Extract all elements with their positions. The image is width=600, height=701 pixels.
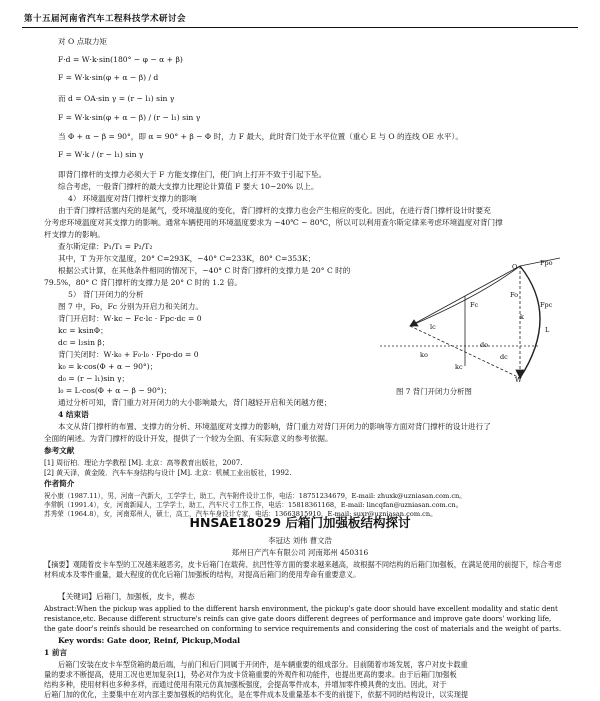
formula-line: kc = ksinΦ； [58,326,108,335]
text-line: 图 7 中，Fo，Fc 分别为开启力和关闭力。 [58,302,203,311]
figure-7-diagram [370,256,570,386]
keywords-cn: 【关键词】后箱门，加强板，皮卡，模态 [58,592,195,601]
formula-line: F·d = W·k·sin(180° − φ − α + β) [58,55,183,64]
author-info: 苏秀荣（1964.8），女，河南郑州人，硕士，高工，汽车车身设计专家，电话：13663815910，E-mail: suxr@uzniasan.com.cn。 [44,510,437,518]
text-line: 根据公式计算，在其他条件相同的情况下，−40° C 时背门撑杆的支撑力是 20° C 时的 [58,266,351,275]
formula-line: 背门开启时：W·kc − Fc·lc · Fpc·dc = 0 [58,314,202,323]
text-line: 杆支撑力的影响。 [44,230,105,239]
author-info-heading: 作者简介 [44,479,75,488]
reference-item: [2] 黄天泽，黄金陵．汽车车身结构与设计 [M]. 北京：机械工业出版社，1992. [44,469,292,477]
figure-label: k [520,313,524,321]
article-title: HNSAE18029 后箱门加强板结构探讨 [189,515,411,530]
keywords-en: Key words: Gate door, Reinf, Pickup,Modal [58,636,240,645]
formula-line: F = W·k / (r − l₁) sin γ [58,150,144,159]
body-line: 量的要求不断提高，使用工况也更加复杂[1]，势必对作为皮卡货箱重要的外观件和功能件，也提出更高的要求。由于后箱门加强板 [44,670,457,679]
header-rule [22,27,578,28]
article-authors: 李冠达 刘伟 曹文浩 [268,536,332,545]
figure-label: kc [455,363,463,371]
abstract-cn: 【摘要】观随着皮卡车型的工况越来越恶劣，皮卡后箱门在载荷、抗凹性等方面的要求越来越高，故根据不同结构的后箱门加强板，在满足使用的前提下，综合考虑材料成本及零件重量，最大程度的优化后箱门加强板的结构，对提高后箱门的使用寿命有重要意义。 [44,560,562,579]
figure-label: do [480,341,489,349]
subsection-heading: 4） 环境温度对背门撑杆支撑力的影响 [68,194,197,203]
figure-label: W [515,376,522,384]
figure-label: L [545,326,550,334]
formula-line: k₀ = k·cos(Φ + α − 90°)； [58,362,158,371]
text-line: 通过分析可知，背门重力对开闭力的大小影响最大，背门越轻开启和关闭越方便； [58,398,332,407]
formula-line: d₀ = (r − l₁)sin γ； [58,374,130,383]
figure-label: Fpc [540,301,553,309]
figure-label: Fc [470,301,479,309]
text-line: 分考虑环境温度对其支撑力的影响。通常车辆使用的环境温度要求为 −40℃ ~ 80℃，所以可以利用查尔斯定律来考虑环境温度对背门撑 [44,218,503,227]
formula-line: 背门关闭时：W·k₀ + F₀·l₀ · Fpo·do = 0 [58,350,199,359]
text-line: 本文从背门撑杆的布置、支撑力的分析、环境温度对支撑力的影响，背门重力对背门开闭力的影响等方面对背门撑杆的设计进行了 [58,422,491,431]
references-heading: 参考文献 [44,446,75,455]
figure-label: ko [420,351,428,359]
body-line: 后箱门安装在皮卡车型货箱的最后端，与前门和后门同属于开闭件，是车辆重要的组成部分。目前随着市场发展，客户对皮卡载重 [58,660,468,669]
author-info: 李常帆（1991.4），女，河南新闻人，工学学士，助工，汽车尺寸工作工作，电话：15818361168，E-mail: lincqfan@uzniasan.com.cn。 [44,501,463,509]
formula-line: F = W·k·sin(φ + α − β) / d [58,73,159,82]
text-line: 当 Φ + α − β = 90°，即 α = 90° + β − Φ 时，力 F 最大，此时背门处于水平位置（重心 E 与 O 的连线 OE 水平）。 [58,132,463,141]
formula-line: 查尔斯定律：P₁/T₁ = P₂/T₂ [58,242,153,251]
author-info: 祝小康（1987.11），男，河南一汽新大，工学学士，助工，汽车附件设计工作，电话：18751234679，E-mail: zhuxk@uzniasan.com.cn。 [44,492,466,500]
formula-line: 而 d = OA·sin γ = (r − l₁) sin γ [58,94,175,103]
subsection-heading: 5） 背门开闭力的分析 [68,290,144,299]
text-line: 全面的阐述。为背门撑杆的设计开发，提供了一个较为全面、有实际意义的参考依据。 [44,434,333,443]
section-1-heading: 1 前言 [44,648,68,657]
text-line: 由于背门撑杆活塞内充的是氮气，受环境温度的变化，背门撑杆的支撑力也会产生相应的变化。因此，在进行背门撑杆设计时要充 [58,206,491,215]
running-header: 第十五届河南省汽车工程科技学术研讨会 [24,14,187,24]
text-line: 对 O 点取力矩 [58,37,108,46]
figure-label: Fo [510,291,519,299]
figure-label: O [512,263,518,271]
reference-item: [1] 周衍柏．理论力学教程 [M]. 北京：高等教育出版社，2007. [44,459,243,467]
figure-label: lc [430,323,436,331]
text-line: 综合考虑，一般背门撑杆的最大支撑力比理论计算值 F 要大 10~20% 以上。 [58,182,319,191]
text-line: 其中，T 为开尔文温度，20° C=293K，−40° C=233K，80° C=353K； [58,254,316,263]
figure-label: Fpo [540,259,553,267]
text-line: 79.5%，80° C 背门撑杆的支撑力是 20° C 时的 1.2 倍。 [44,278,242,287]
body-line: 后箱门加的优化，主要集中在对内部主要加强板的结构优化，是在零件成本及重量基本不变的前提下，依据不同的结构设计，以实现提 [44,690,469,699]
article-affiliation: 郑州日产汽车有限公司 河南郑州 450316 [231,548,369,557]
figure-label: dc [500,353,508,361]
formula-line: F = W·k·sin(φ + α − β) / (r − l₁) sin γ [58,113,201,122]
abstract-en: Abstract:When the pickup was applied to the different harsh environment, the pickup's gate door should have excellent modality and static dent resistance,etc. Because different structure's reinfs can give gate doors different degrees of performance and improve gate doors' working life, the gate door's reinfs should be researched on conforming to service requirements and considering the cost of materials and the weight of parts. [44,605,562,633]
text-line: 即背门撑杆的支撑力必须大于 F 方能支撑住门，使门向上打开不致于引起下坠。 [58,170,327,179]
body-line: 结构多种，使用材料也多种多样，而通过使用有限元仿真加强板强度，会提高零件成本，并增加零件模具费的支出。因此，对于 [44,680,447,689]
formula-line: l₀ = L·cos(Φ + α − β − 90°)； [58,386,172,395]
formula-line: dc = l₂sin β； [58,338,110,347]
section-heading: 4 结束语 [58,410,89,419]
figure-caption: 图 7 背门开闭力分析图 [396,387,472,396]
